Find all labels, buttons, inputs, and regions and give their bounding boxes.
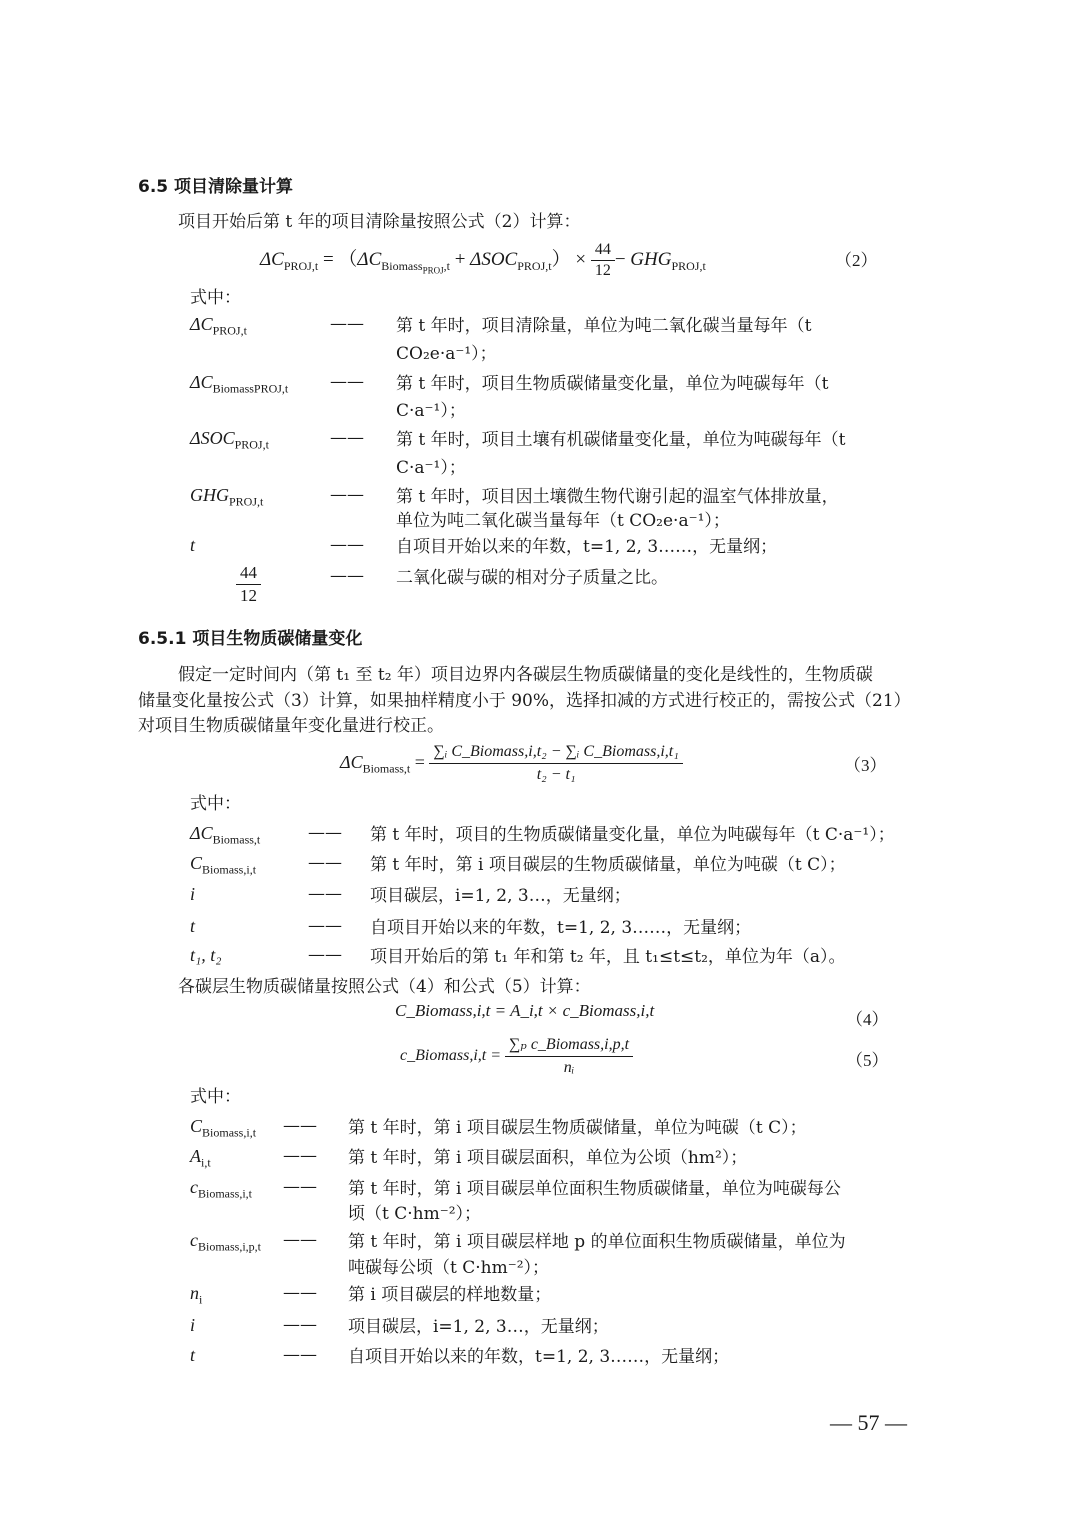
eq-op: ） [551, 249, 571, 270]
def-dash: —— [330, 428, 364, 448]
eq-term: ΔSOC [470, 249, 518, 270]
equation-number-4: （4） [846, 1010, 889, 1029]
def-text: 第 t 年时，第 i 项目碳层样地 p 的单位面积生物质碳储量，单位为 [348, 1232, 846, 1252]
def-dash: —— [283, 1146, 317, 1166]
where-label: 式中： [190, 794, 241, 814]
eq-sub: PROJ [422, 265, 444, 276]
def-dash: —— [330, 485, 364, 505]
def-dash: —— [308, 884, 342, 904]
eq-sub: PROJ,t [517, 258, 552, 273]
def-symbol: t [190, 1345, 196, 1365]
def-text: 第 t 年时，项目土壤有机碳储量变化量，单位为吨碳每年（t [396, 430, 846, 450]
def-text: 第 t 年时，第 i 项目碳层的生物质碳储量，单位为吨碳（t C）； [370, 855, 846, 875]
def-text: 项目碳层，i=1, 2, 3…，无量纲； [348, 1317, 609, 1337]
def-symbol: $A_{i,t}$ [190, 1146, 211, 1170]
equation-5: c_Biomass,i,t = $\frac{\text{∑ₚ c\_Biomass,i,p,t}}{\text{nᵢ}}$ [400, 1030, 633, 1082]
eq-op: = [322, 249, 334, 270]
def-symbol: $C_{Biomass,i,t}$ [190, 1116, 257, 1140]
def-symbol: $C_{Biomass,i,t}$ [190, 853, 257, 877]
def-text: 顷（t C·hm⁻²）； [348, 1204, 482, 1224]
def-text: 第 t 年时，项目清除量，单位为吨二氧化碳当量每年（t [396, 316, 812, 336]
def-symbol: $\Delta C_{BiomassPROJ,t}$ [190, 372, 289, 396]
eq-sub: PROJ,t [283, 258, 319, 273]
def-symbol: $c_{Biomass,i,t}$ [190, 1177, 253, 1201]
paragraph-line: 对项目生物质碳储量年变化量进行校正。 [138, 716, 444, 736]
def-dash: —— [330, 566, 364, 586]
def-symbol: $c_{Biomass,i,p,t}$ [190, 1230, 262, 1254]
eq-sub: ,t [443, 258, 450, 273]
def-fraction-44-12: $\frac{44}{12}$ [236, 562, 261, 607]
section-heading-6-5: 6.5 项目清除量计算 [138, 177, 294, 197]
def-symbol: i [190, 884, 196, 904]
def-dash: —— [308, 853, 342, 873]
def-symbol: $\Delta C_{PROJ,t}$ [190, 314, 247, 338]
paragraph-line: 假定一定时间内（第 t₁ 至 t₂ 年）项目边界内各碳层生物质碳储量的变化是线性的，生物质碳 [178, 665, 873, 685]
eq-op: − [614, 249, 626, 270]
def-symbol: t [190, 916, 196, 936]
eq-term: GHG [630, 249, 672, 270]
paragraph-line: 储量变化量按公式（3）计算，如果抽样精度小于 90%，选择扣减的方式进行校正的，需按公式（21） [138, 691, 911, 711]
def-text: 第 t 年时，第 i 项目碳层单位面积生物质碳储量，单位为吨碳每公 [348, 1179, 841, 1199]
eq-op: + [454, 249, 466, 270]
def-text: C·a⁻¹）； [396, 401, 466, 421]
def-text: 自项目开始以来的年数，t=1, 2, 3……，无量纲； [370, 918, 752, 938]
equation-number-3: （3） [844, 756, 887, 775]
calc-line: 各碳层生物质碳储量按照公式（4）和公式（5）计算： [178, 977, 591, 997]
def-dash: —— [308, 945, 342, 965]
def-text: 第 t 年时，项目因土壤微生物代谢引起的温室气体排放量， [396, 487, 839, 507]
def-text: 吨碳每公顷（t C·hm⁻²）； [348, 1258, 550, 1278]
def-text: 第 t 年时，项目生物质碳储量变化量，单位为吨碳每年（t [396, 374, 829, 394]
def-symbol: t [190, 535, 196, 555]
def-text: 第 i 项目碳层的样地数量； [348, 1285, 552, 1305]
def-dash: —— [308, 916, 342, 936]
def-text: 单位为吨二氧化碳当量每年（t CO₂e·a⁻¹）； [396, 511, 730, 531]
def-text: 项目开始后的第 t₁ 年和第 t₂ 年，且 t₁≤t≤t₂，单位为年（a）。 [370, 947, 846, 967]
equation-3: $\Delta C_{Biomass,t}$ = $\frac{\text{∑ᵢ C\_Biomass,i,t₂ − ∑ᵢ C\_Biomass,i,t₁}}{\text{t₂ − t₁}}$ [340, 738, 683, 793]
eq-op: × [575, 249, 587, 270]
def-text: C·a⁻¹）； [396, 458, 466, 478]
equation-2 [260, 238, 706, 282]
def-symbol: $GHG_{PROJ,t}$ [190, 485, 264, 509]
where-label: 式中： [190, 1087, 241, 1107]
def-text: 二氧化碳与碳的相对分子质量之比。 [396, 568, 668, 588]
def-dash: —— [283, 1116, 317, 1136]
def-text: 项目碳层，i=1, 2, 3…，无量纲； [370, 886, 631, 906]
eq-op: （ [338, 249, 358, 270]
section-heading-6-5-1: 6.5.1 项目生物质碳储量变化 [138, 629, 363, 649]
intro-paragraph: 项目开始后第 t 年的项目清除量按照公式（2）计算： [178, 212, 581, 232]
def-text: 自项目开始以来的年数，t=1, 2, 3……，无量纲； [348, 1347, 730, 1367]
eq-term: ΔC [260, 249, 284, 270]
equation-number-5: （5） [846, 1051, 889, 1070]
def-text: 自项目开始以来的年数，t=1, 2, 3……，无量纲； [396, 537, 778, 557]
def-dash: —— [283, 1315, 317, 1335]
def-dash: —— [283, 1177, 317, 1197]
fraction-44-12: $\frac{44}{12}$ [591, 240, 615, 281]
eq-term: ΔC [357, 249, 382, 270]
def-text: CO₂e·a⁻¹）； [396, 344, 497, 364]
def-dash: —— [283, 1345, 317, 1365]
def-symbol: $n_i$ [190, 1283, 203, 1307]
eq-sub: Biomass [381, 258, 423, 273]
def-dash: —— [283, 1283, 317, 1303]
def-dash: —— [308, 823, 342, 843]
eq-sub: PROJ,t [671, 258, 706, 273]
equation-4: C_Biomass,i,t = A_i,t × c_Biomass,i,t [395, 1001, 655, 1020]
def-text: 第 t 年时，项目的生物质碳储量变化量，单位为吨碳每年（t C·a⁻¹）； [370, 825, 895, 845]
def-dash: —— [283, 1230, 317, 1250]
def-text: 第 t 年时，第 i 项目碳层生物质碳储量，单位为吨碳（t C）； [348, 1118, 807, 1138]
def-symbol: $\Delta SOC_{PROJ,t}$ [190, 428, 269, 452]
def-symbol: i [190, 1315, 196, 1335]
def-dash: —— [330, 535, 364, 555]
page-number: — 57 — [830, 1410, 907, 1435]
def-dash: —— [330, 372, 364, 392]
def-dash: —— [330, 314, 364, 334]
where-label: 式中： [190, 288, 241, 308]
def-symbol: t₁, t₂ [190, 945, 222, 965]
def-text: 第 t 年时，第 i 项目碳层面积，单位为公顷（hm²）； [348, 1148, 748, 1168]
equation-number-2: （2） [835, 251, 878, 270]
def-symbol: $\Delta C_{Biomass,t}$ [190, 823, 261, 847]
